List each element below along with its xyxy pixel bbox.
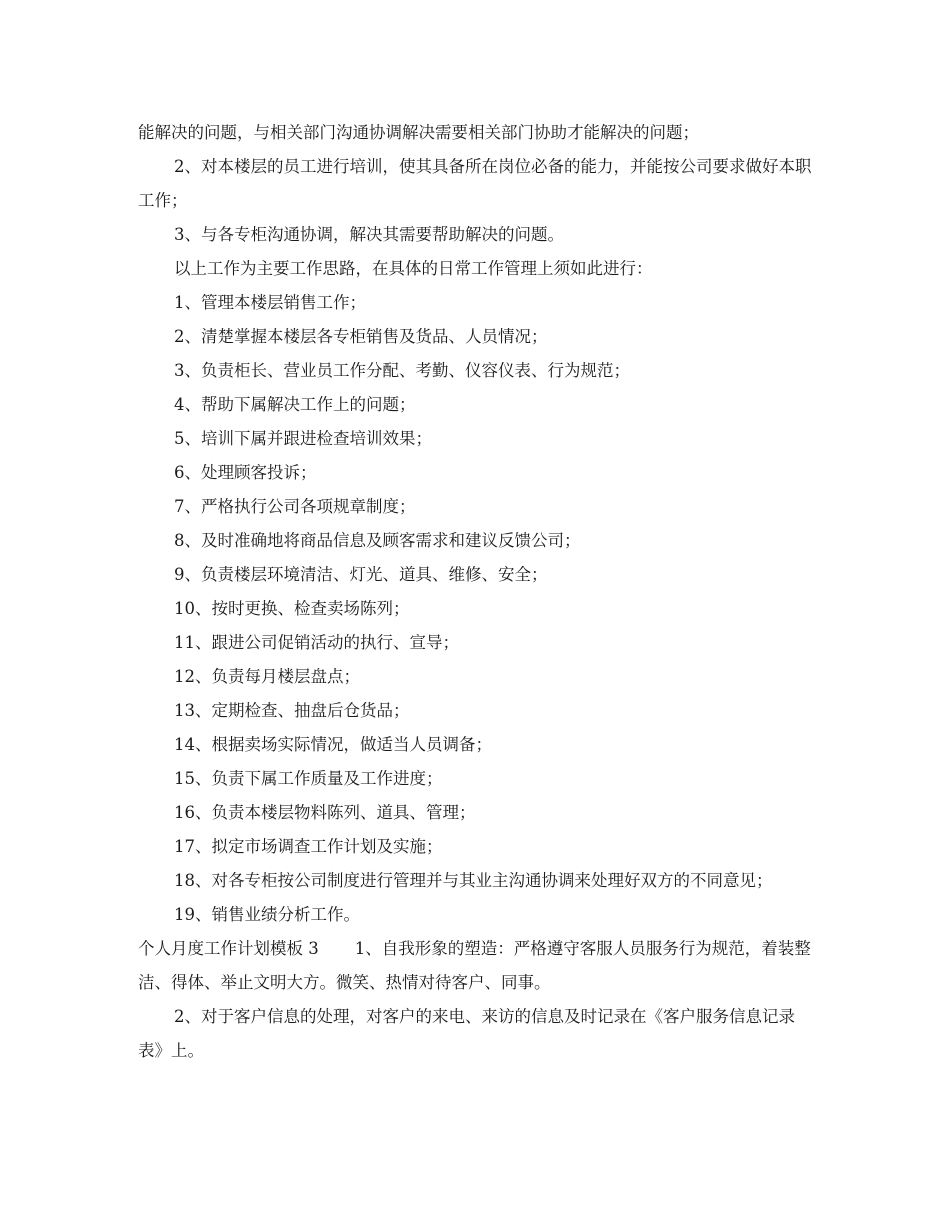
paragraph: 16、负责本楼层物料陈列、道具、管理； — [174, 803, 476, 822]
paragraph: 3、负责柜长、营业员工作分配、考勤、仪容仪表、行为规范； — [174, 361, 630, 380]
template-second-item: 2、对于客户信息的处理，对客户的来电、来访的信息及时记录在《客户服务信息记录表》上。 — [138, 1007, 795, 1060]
paragraph: 13、定期检查、抽盘后仓货品； — [174, 701, 410, 720]
paragraph: 11、跟进公司促销活动的执行、宣导； — [174, 633, 459, 652]
paragraph: 5、培训下属并跟进检查培训效果； — [174, 429, 432, 448]
paragraph: 17、拟定市场调查工作计划及实施； — [174, 837, 443, 856]
paragraph: 12、负责每月楼层盘点； — [174, 667, 360, 686]
paragraph: 6、处理顾客投诉； — [174, 463, 317, 482]
paragraph: 1、管理本楼层销售工作； — [174, 293, 366, 312]
paragraph: 以上工作为主要工作思路，在具体的日常工作管理上须如此进行： — [174, 259, 653, 278]
paragraph: 9、负责楼层环境清洁、灯光、道具、维修、安全； — [174, 565, 548, 584]
paragraph: 14、根据卖场实际情况，做适当人员调备； — [174, 735, 492, 754]
paragraph: 能解决的问题，与相关部门沟通协调解决需要相关部门协助才能解决的问题； — [138, 123, 699, 142]
paragraph: 15、负责下属工作质量及工作进度； — [174, 769, 443, 788]
template-paragraph — [138, 932, 812, 1000]
paragraph: 3、与各专柜沟通协调，解决其需要帮助解决的问题。 — [174, 225, 564, 244]
paragraph: 2、清楚掌握本楼层各专柜销售及货品、人员情况； — [174, 327, 548, 346]
paragraph: 2、对本楼层的员工进行培训，使其具备所在岗位必备的能力，并能按公司要求做好本职工作； — [138, 157, 812, 210]
paragraph: 10、按时更换、检查卖场陈列； — [174, 599, 410, 618]
template-first-item: 1、自我形象的塑造：严格遵守客服人员服务行为规范，着装整洁、得体、举止文明大方。微笑、热情对待客户、同事。 — [138, 939, 811, 992]
paragraph: 18、对各专柜按公司制度进行管理并与其业主沟通协调来处理好双方的不同意见； — [174, 871, 773, 890]
paragraph: 4、帮助下属解决工作上的问题； — [174, 395, 416, 414]
document-body — [138, 116, 812, 898]
paragraph: 7、严格执行公司各项规章制度； — [174, 497, 416, 516]
paragraph: 8、及时准确地将商品信息及顾客需求和建议反馈公司； — [174, 531, 581, 550]
paragraph-item-19: 19、销售业绩分析工作。 — [174, 905, 360, 924]
template-title: 个人月度工作计划模板 3 — [138, 939, 319, 958]
